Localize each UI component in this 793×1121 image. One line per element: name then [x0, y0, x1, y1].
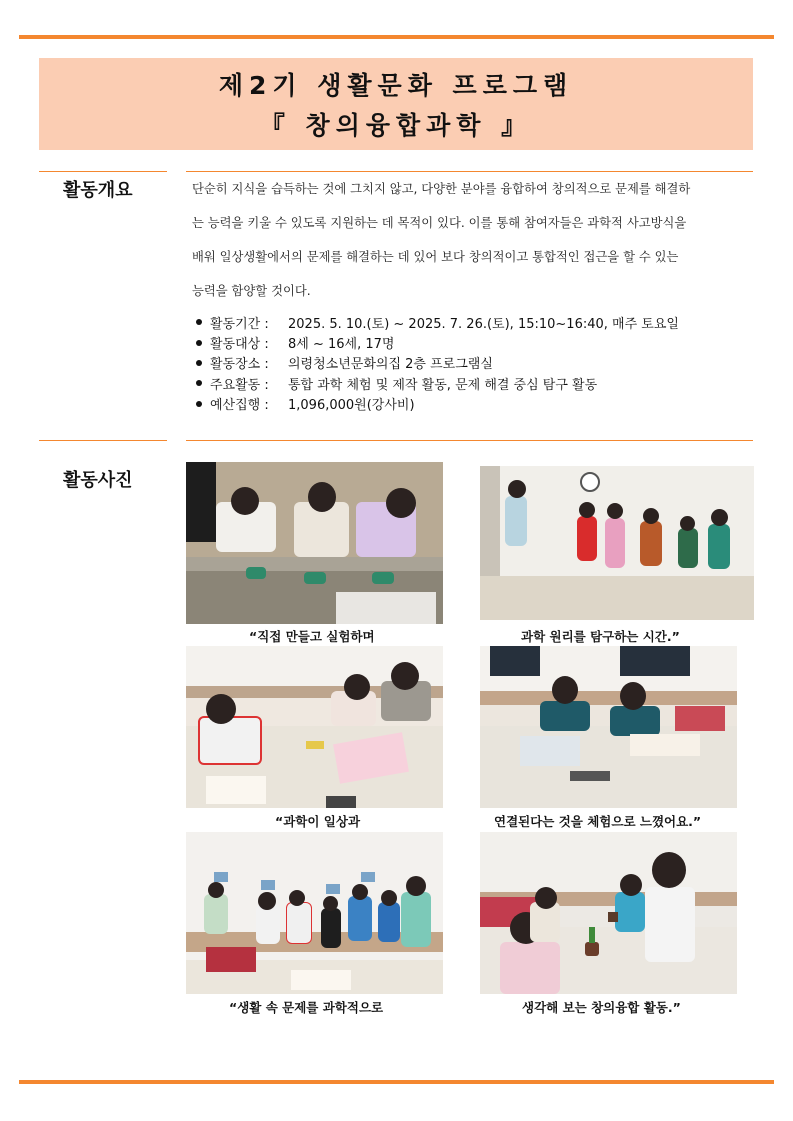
detail-value: 의령청소년문화의집 2층 프로그램실	[288, 357, 493, 373]
detail-value: 1,096,000원(강사비)	[288, 398, 415, 414]
photo-caption-1: “직접 만들고 실험하며	[249, 629, 375, 644]
detail-target	[196, 332, 679, 352]
activity-photo-1	[186, 462, 443, 624]
overview-label: 활동개요	[63, 180, 133, 201]
activity-photo-6	[480, 832, 737, 994]
paragraph-line: 능력을 함양할 것이다.	[192, 284, 311, 298]
detail-period	[196, 312, 679, 332]
bullet-icon	[196, 380, 202, 386]
activity-photo-5	[186, 832, 443, 994]
photo-caption-4: 연결된다는 것을 체험으로 느꼈어요.”	[494, 814, 702, 829]
detail-label: 활동기간 :	[210, 316, 269, 332]
photo-caption-2: 과학 원리를 탐구하는 시간.”	[521, 629, 680, 644]
page-title: 제2기 생활문화 프로그램	[218, 71, 574, 100]
photo-caption-3: “과학이 일상과	[275, 814, 361, 829]
paragraph-line: 단순히 지식을 습득하는 것에 그치지 않고, 다양한 분야를 융합하여 창의적으로 문제를 해결하	[192, 182, 691, 196]
detail-label: 예산집행 :	[210, 398, 269, 414]
photos-label-rule	[39, 440, 167, 441]
detail-label: 활동대상 :	[210, 337, 269, 353]
title-box	[39, 58, 753, 150]
detail-budget	[196, 394, 679, 414]
page-subtitle: 『 창의융합과학 』	[259, 111, 533, 140]
activity-photo-2	[480, 466, 754, 620]
detail-value: 2025. 5. 10.(토) ~ 2025. 7. 26.(토), 15:10~16:40, 매주 토요일	[288, 316, 679, 332]
overview-label-rule	[39, 171, 167, 172]
detail-label: 활동장소 :	[210, 357, 269, 373]
bullet-icon	[196, 360, 202, 366]
detail-place	[196, 353, 679, 373]
overview-paragraph	[192, 172, 752, 308]
detail-list	[196, 312, 679, 414]
detail-label: 주요활동 :	[210, 377, 269, 393]
bullet-icon	[196, 319, 202, 325]
detail-value: 통합 과학 체험 및 제작 활동, 문제 해결 중심 탐구 활동	[288, 377, 598, 393]
detail-value: 8세 ~ 16세, 17명	[288, 337, 395, 353]
photo-caption-6: 생각해 보는 창의융합 활동.”	[522, 1000, 681, 1015]
paragraph-line: 배워 일상생활에서의 문제를 해결하는 데 있어 보다 창의적이고 통합적인 접근을 할 수 있는	[192, 250, 679, 264]
photo-caption-5: “생활 속 문제를 과학적으로	[229, 1000, 384, 1015]
bullet-icon	[196, 340, 202, 346]
top-rule	[19, 35, 774, 39]
photos-label: 활동사진	[63, 470, 133, 491]
activity-photo-3	[186, 646, 443, 808]
detail-activity	[196, 373, 679, 393]
paragraph-line: 는 능력을 키울 수 있도록 지원하는 데 목적이 있다. 이를 통해 참여자들은 과학적 사고방식을	[192, 216, 687, 230]
photos-content-rule	[186, 440, 753, 441]
bullet-icon	[196, 401, 202, 407]
bottom-rule	[19, 1080, 774, 1084]
activity-photo-4	[480, 646, 737, 808]
